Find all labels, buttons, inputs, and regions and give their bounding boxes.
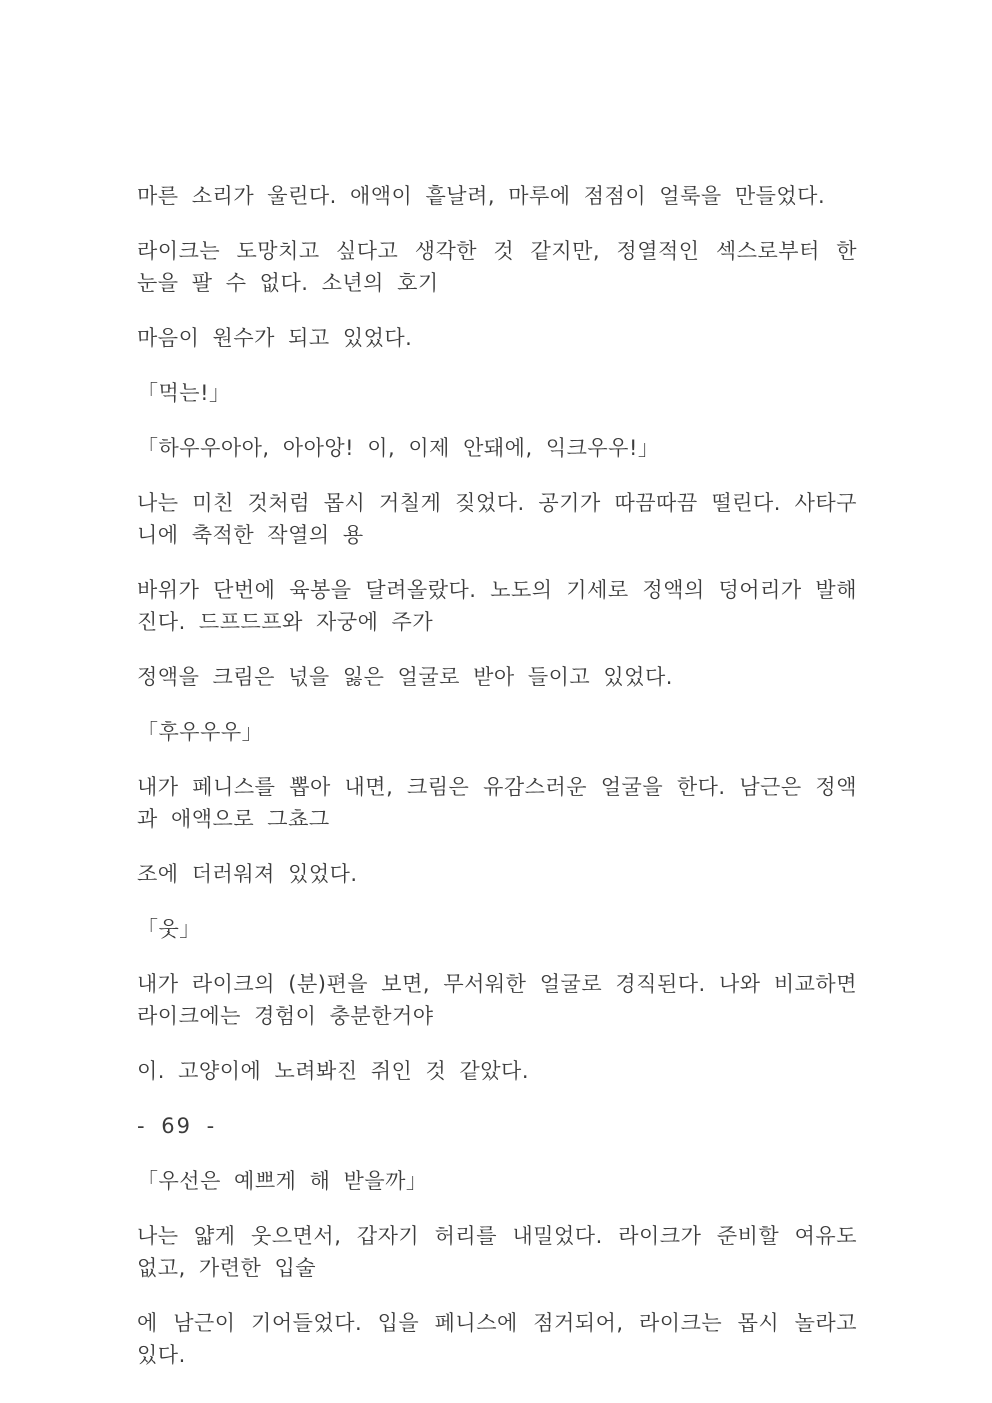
paragraph: 조에 더러워져 있었다. — [137, 862, 358, 886]
paragraph: 나는 미친 것처럼 몹시 거칠게 짖었다. 공기가 따끔따끔 떨린다. 사타구니에 축적한 작열의 용 — [137, 491, 857, 547]
paragraph: 이. 고양이에 노려봐진 쥐인 것 같았다. — [137, 1059, 530, 1083]
paragraph: 나는 얇게 웃으면서, 갑자기 허리를 내밀었다. 라이크가 준비할 여유도 없고, 가련한 입술 — [137, 1224, 857, 1280]
paragraph: 에 남근이 기어들었다. 입을 페니스에 점거되어, 라이크는 몹시 놀라고 있다. — [137, 1311, 857, 1367]
paragraph: 정액을 크림은 넋을 잃은 얼굴로 받아 들이고 있었다. — [137, 665, 673, 689]
dialogue-paragraph: 「우선은 예쁘게 해 받을까」 — [137, 1169, 428, 1193]
paragraph: 내가 라이크의 (분)편을 보면, 무서워한 얼굴로 경직된다. 나와 비교하면 라이크에는 경험이 충분한거야 — [137, 972, 857, 1028]
dialogue-paragraph: 「후우우우」 — [137, 720, 264, 744]
paragraph: 내가 페니스를 뽑아 내면, 크림은 유감스러운 얼굴을 한다. 남근은 정액과 애액으로 그쵸그 — [137, 775, 857, 831]
paragraph: 바위가 단번에 육봉을 달려올랐다. 노도의 기세로 정액의 덩어리가 발해진다. 드프드프와 자궁에 주가 — [137, 578, 857, 634]
dialogue-paragraph: 「먹는!」 — [137, 381, 231, 405]
paragraph: 라이크는 도망치고 싶다고 생각한 것 같지만, 정열적인 섹스로부터 한 눈을 팔 수 없다. 소년의 호기 — [137, 239, 857, 295]
dialogue-paragraph: 「하우우아아, 아아앙! 이, 이제 안돼에, 익크우우!」 — [137, 436, 660, 460]
dialogue-paragraph: 「웃」 — [137, 917, 201, 941]
page-number-marker: - 69 - — [137, 1114, 217, 1138]
paragraph: 마음이 원수가 되고 있었다. — [137, 326, 413, 350]
paragraph: 마른 소리가 울린다. 애액이 흩날려, 마루에 점점이 얼룩을 만들었다. — [137, 184, 826, 208]
